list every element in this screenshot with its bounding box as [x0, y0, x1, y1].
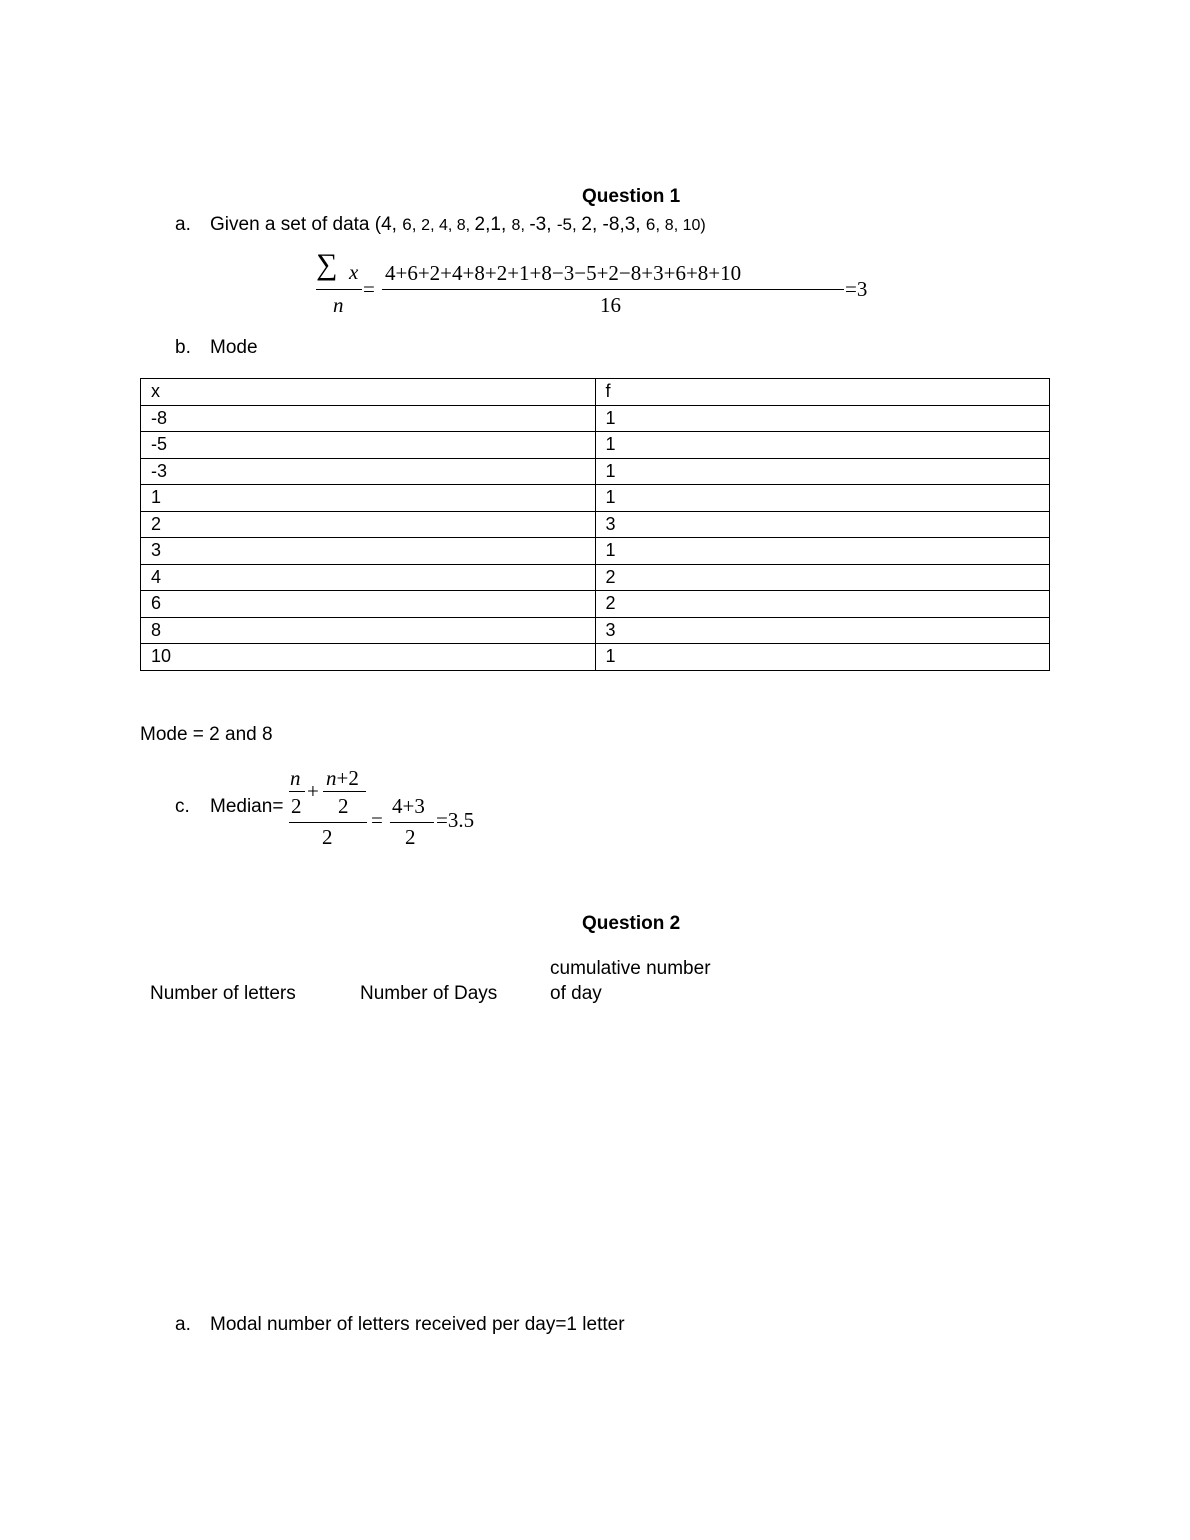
- data-value: 2: [421, 217, 431, 234]
- question-1-title: Question 1: [582, 186, 681, 207]
- median-label: Median=: [210, 796, 284, 817]
- table-cell: 1: [595, 458, 1050, 485]
- data-value: 1: [490, 214, 501, 235]
- mode-heading: Mode: [210, 337, 258, 358]
- data-set-suffix: ): [700, 217, 706, 234]
- median-n-plus-2-denominator: 2: [338, 794, 349, 818]
- data-value: 8: [511, 217, 521, 234]
- table-row: [141, 511, 1050, 538]
- fraction-bar-median-2: [390, 822, 434, 823]
- table-cell: -8: [141, 405, 596, 432]
- median-equals: =: [371, 808, 383, 832]
- table-cell: 1: [595, 538, 1050, 565]
- table-cell: 6: [141, 591, 596, 618]
- data-value: 3: [624, 214, 636, 235]
- table-cell: -5: [141, 432, 596, 459]
- frequency-table: [140, 378, 1050, 671]
- table-cell: 1: [595, 405, 1050, 432]
- table-row: [141, 432, 1050, 459]
- list-marker-a: a.: [175, 214, 191, 235]
- table-cell: 8: [141, 617, 596, 644]
- data-value: 6: [402, 215, 412, 234]
- table-header-row: [141, 379, 1050, 406]
- table-row: [141, 564, 1050, 591]
- data-value: 4: [438, 217, 448, 234]
- mean-var-n: n: [333, 293, 344, 317]
- column-header: f: [595, 379, 1050, 406]
- table-cell: 1: [595, 485, 1050, 512]
- table-cell: 2: [595, 564, 1050, 591]
- median-outer-denominator: 2: [322, 825, 333, 849]
- data-value: 8: [456, 217, 466, 234]
- table-cell: -3: [141, 458, 596, 485]
- data-value: 2: [581, 214, 592, 235]
- median-n-plus-2: n+2: [326, 766, 359, 790]
- data-value: 2: [474, 214, 486, 235]
- question-2-title: Question 2: [582, 913, 681, 934]
- column-header: x: [141, 379, 596, 406]
- data-set-line: [210, 214, 706, 236]
- table-cell: 3: [595, 617, 1050, 644]
- fraction-bar-n-over-2: [289, 791, 305, 792]
- table-row: [141, 485, 1050, 512]
- data-value: 6: [645, 215, 656, 234]
- data-set-values: 4, 6, 2, 4, 8, 2,1, 8, -3, -5, 2, -8,3, 6, 8, 10: [381, 214, 701, 235]
- table-row: [141, 458, 1050, 485]
- table-row: [141, 405, 1050, 432]
- median-n: n: [290, 766, 301, 790]
- header-number-of-letters: Number of letters: [150, 983, 296, 1004]
- median-numerator-2: 4+3: [392, 794, 425, 818]
- header-cumulative-line2: of day: [550, 983, 602, 1004]
- median-n-plus-2-tail: +2: [336, 766, 359, 790]
- data-value: 10: [682, 217, 701, 234]
- table-row: [141, 591, 1050, 618]
- data-value: -8: [602, 214, 620, 235]
- equals-sign: =: [363, 277, 375, 301]
- mean-numerator: 4+6+2+4+8+2+1+8−3−5+2−8+3+6+8+10: [385, 261, 742, 285]
- list-marker-b: b.: [175, 337, 191, 358]
- list-marker-c: c.: [175, 796, 190, 817]
- table-cell: 2: [141, 511, 596, 538]
- list-marker-q2-a: a.: [175, 1314, 191, 1335]
- table-cell: 1: [595, 644, 1050, 671]
- table-cell: 1: [141, 485, 596, 512]
- table-cell: 1: [595, 432, 1050, 459]
- mean-var-x: x: [349, 260, 359, 284]
- header-cumulative-line1: cumulative number: [550, 958, 711, 979]
- median-n-denominator: 2: [291, 794, 302, 818]
- data-value: -5: [556, 215, 572, 234]
- mean-result: =3: [845, 277, 868, 301]
- header-number-of-days: Number of Days: [360, 983, 498, 1004]
- mean-denominator: 16: [600, 293, 621, 317]
- median-plus: +: [307, 779, 319, 803]
- fraction-bar-median-outer: [289, 822, 367, 823]
- table-row: [141, 617, 1050, 644]
- fraction-bar-sum: [316, 289, 362, 290]
- fraction-bar-n-plus-2: [323, 791, 366, 792]
- median-denominator-2: 2: [405, 825, 416, 849]
- table-row: [141, 644, 1050, 671]
- table-cell: 3: [141, 538, 596, 565]
- mode-result: Mode = 2 and 8: [140, 724, 273, 745]
- sigma-symbol: ∑: [316, 248, 338, 281]
- modal-letters-result: Modal number of letters received per day=1 letter: [210, 1314, 625, 1335]
- data-value: -3: [529, 214, 547, 235]
- median-result: =3.5: [436, 808, 475, 832]
- data-value: 4: [381, 214, 392, 235]
- table-cell: 10: [141, 644, 596, 671]
- table-cell: 3: [595, 511, 1050, 538]
- fraction-bar-mean: [382, 289, 844, 290]
- data-set-prefix: Given a set of data (: [210, 214, 382, 235]
- table-row: [141, 538, 1050, 565]
- table-cell: 4: [141, 564, 596, 591]
- data-value: 8: [664, 217, 674, 234]
- table-cell: 2: [595, 591, 1050, 618]
